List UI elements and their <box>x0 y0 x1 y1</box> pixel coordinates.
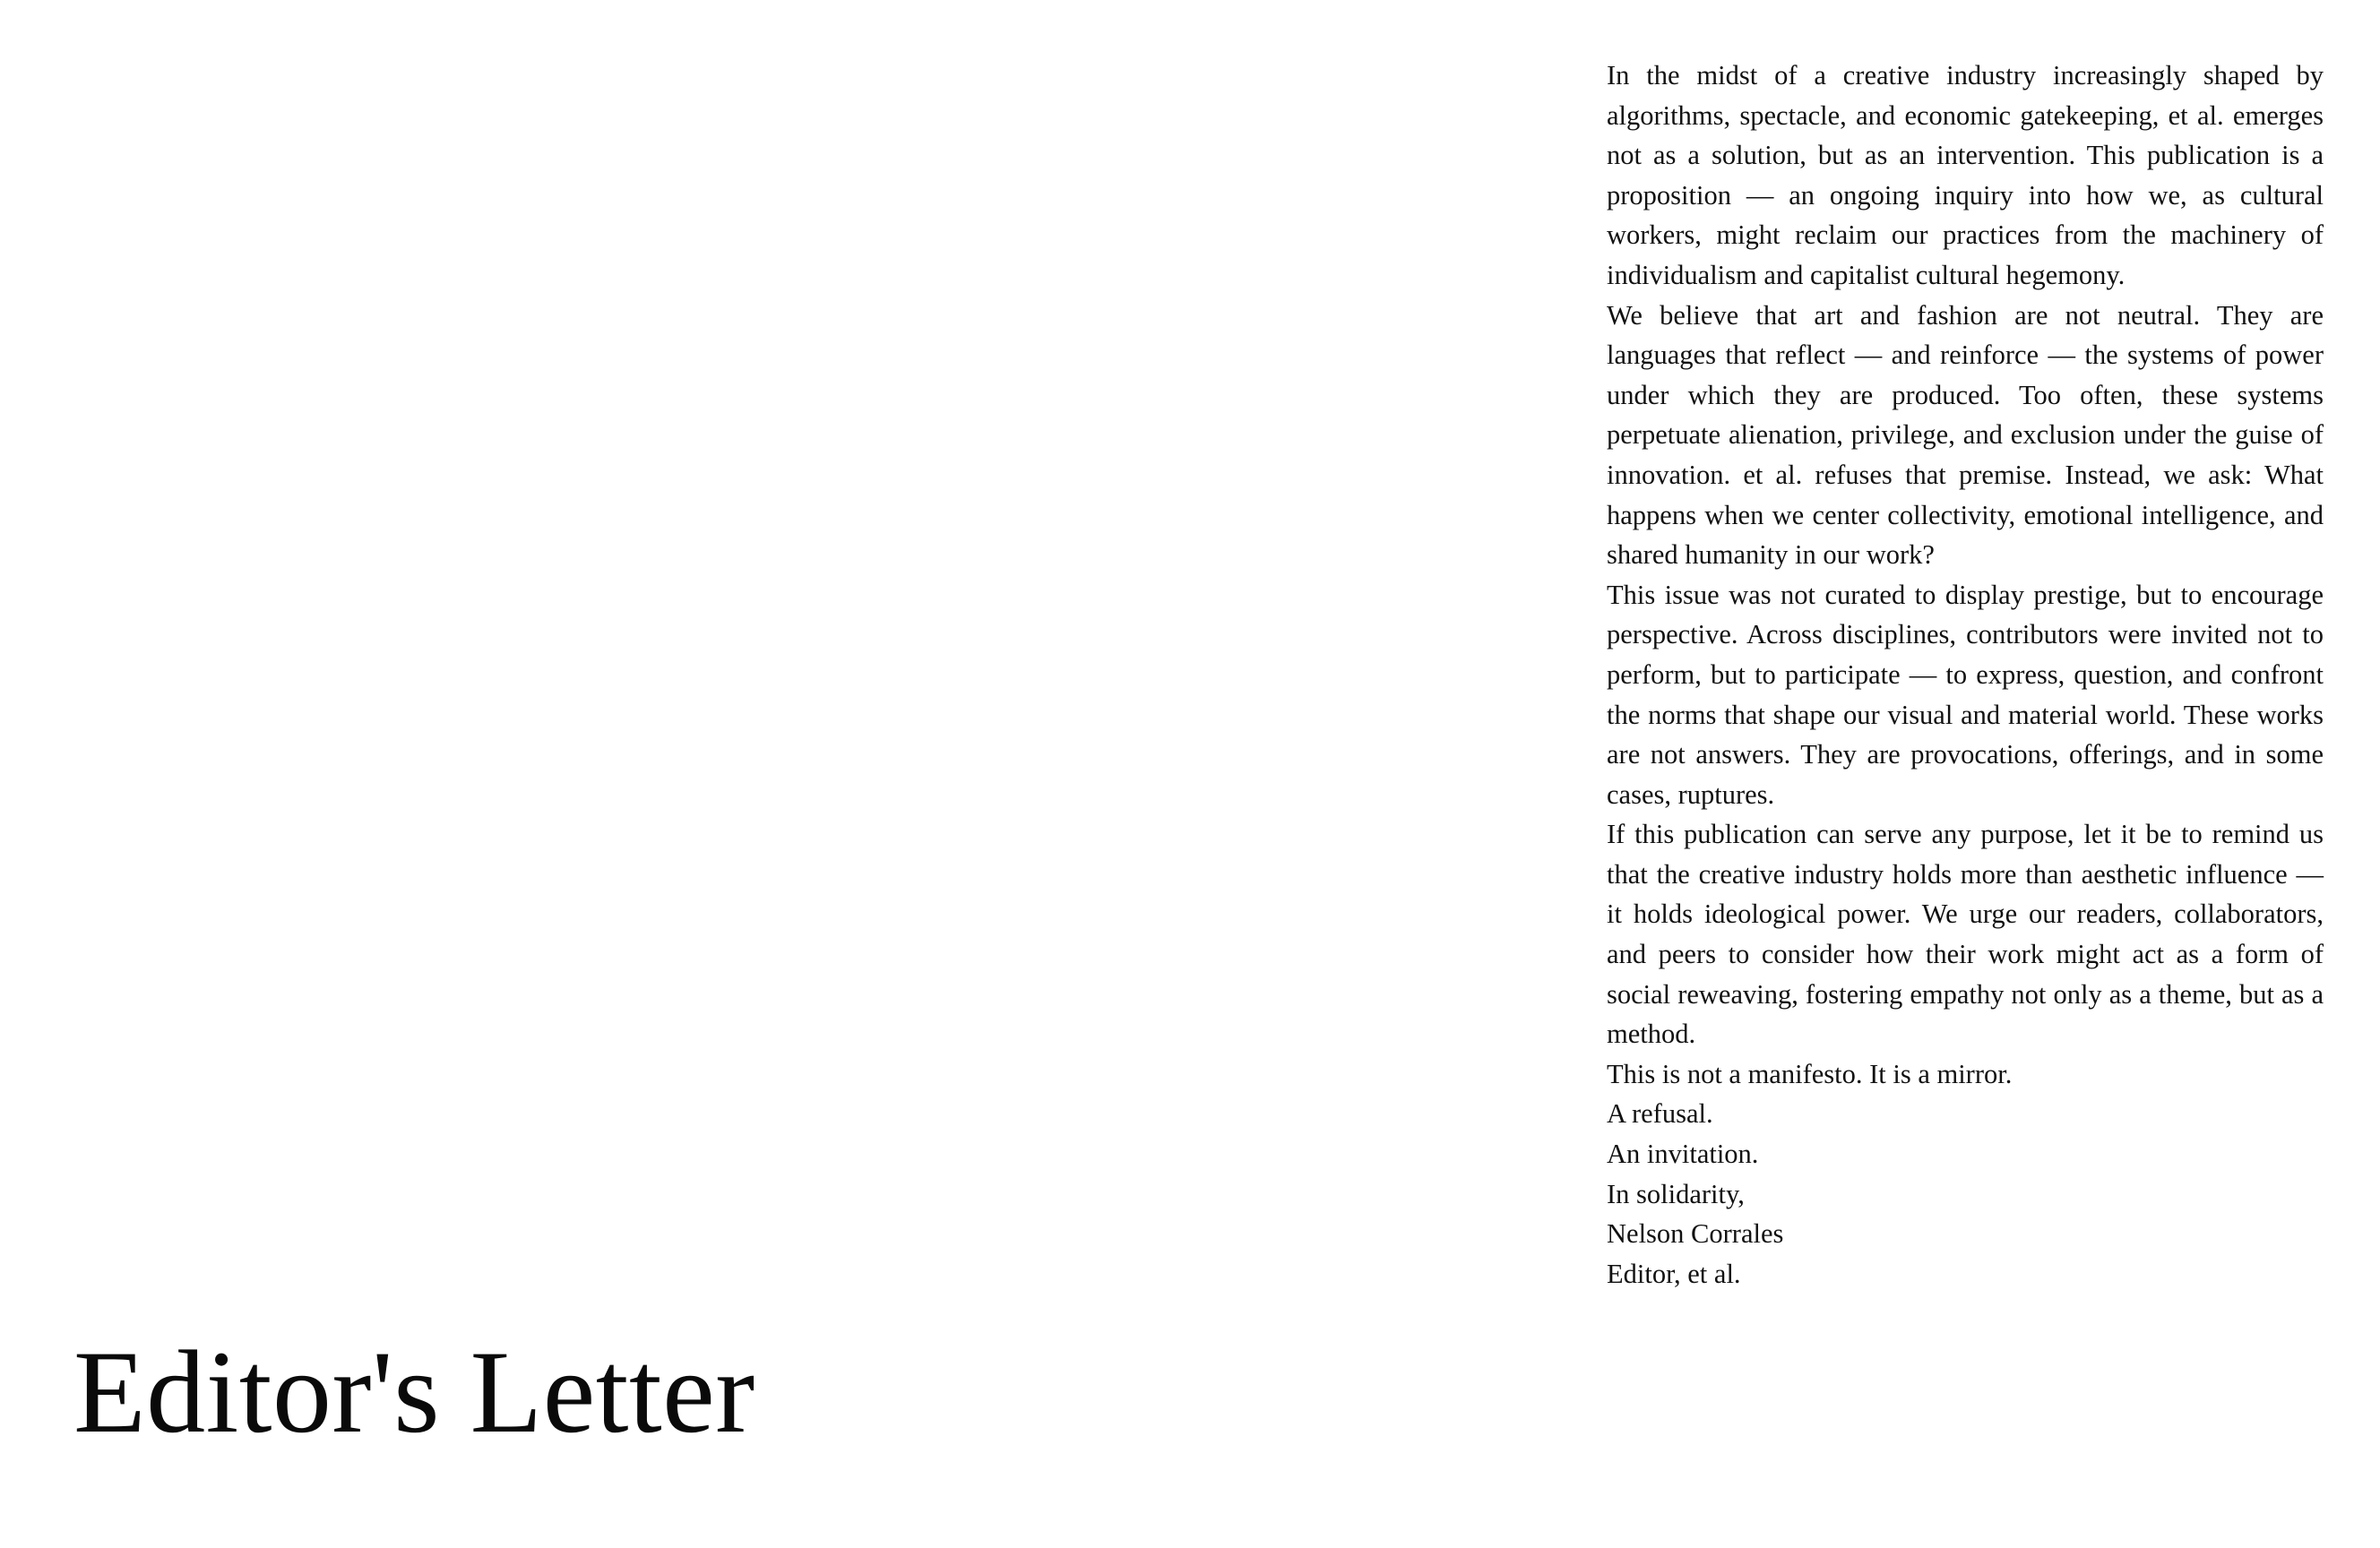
editors-letter-body <box>1607 56 2324 1294</box>
closing-line-2: A refusal. <box>1607 1098 1713 1130</box>
letter-paragraph-2: We believe that art and fashion are not neutral. They are languages that reflect — and reinforce — the systems of power under which they are produced. Too often, these systems perpetuate alienation, privilege, and exclusion under the guise of innovation. et al. refuses that premise. Instead, we ask: What happens when we center collectivity, emotional intelligence, and shared humanity in our work? <box>1607 299 2324 571</box>
editor-role: Editor, et al. <box>1607 1258 1741 1289</box>
letter-paragraph-4: If this publication can serve any purpose, let it be to remind us that the creative industry holds more than aesthetic influence — it holds ideological power. We urge our readers, collaborators, and peers to consider how their work might act as a form of social reweaving, fostering empathy not only as a theme, but as a method. <box>1607 819 2324 1050</box>
closing-line-3: An invitation. <box>1607 1139 1759 1170</box>
closing-line-1: This is not a manifesto. It is a mirror. <box>1607 1058 2013 1089</box>
editor-name: Nelson Corrales <box>1607 1218 1784 1250</box>
letter-paragraph-3: This issue was not curated to display prestige, but to encourage perspective. Across disciplines, contributors were invited not to perform, but to participate — to express, question, and confront the norms that shape our visual and material world. These works are not answers. They are provocations, offerings, and in some cases, ruptures. <box>1607 579 2324 810</box>
page-title: Editor's Letter <box>73 1326 755 1458</box>
letter-paragraph-1: In the midst of a creative industry increasingly shaped by algorithms, spectacle, and economic gatekeeping, et al. emerges not as a solution, but as an intervention. This publication is a proposition — an ongoing inquiry into how we, as cultural workers, might reclaim our practices from the machinery of individualism and capitalist cultural hegemony. <box>1607 60 2324 290</box>
closing-line-4: In solidarity, <box>1607 1178 1745 1209</box>
